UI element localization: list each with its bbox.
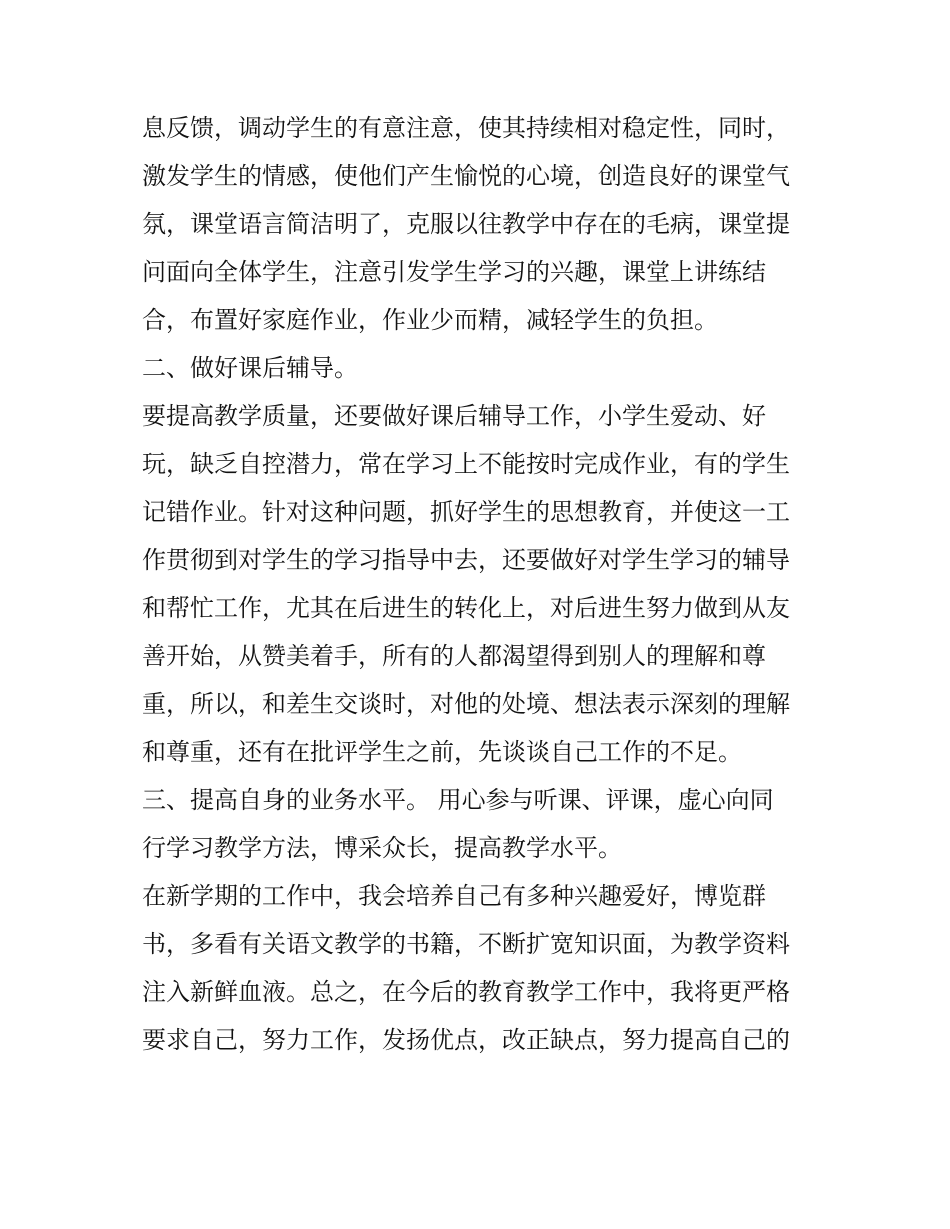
document-body	[142, 104, 822, 1064]
text-line: 激发学生的情感，使他们产生愉悦的心境，创造良好的课堂气	[142, 162, 790, 190]
text-line: 重，所以，和差生交谈时，对他的处境、想法表示深刻的理解	[142, 690, 790, 718]
text-line: 息反馈，调动学生的有意注意，使其持续相对稳定性，同时，	[142, 114, 790, 142]
text-line: 和帮忙工作，尤其在后进生的转化上，对后进生努力做到从友	[142, 594, 790, 622]
text-line: 要求自己，努力工作，发扬优点，改正缺点，努力提高自己的	[142, 1026, 790, 1054]
text-line: 作贯彻到对学生的学习指导中去，还要做好对学生学习的辅导	[142, 546, 790, 574]
text-line: 问面向全体学生，注意引发学生学习的兴趣，课堂上讲练结	[142, 258, 766, 286]
text-line: 注入新鲜血液。总之，在今后的教育教学工作中，我将更严格	[142, 978, 790, 1006]
text-line: 玩，缺乏自控潜力，常在学习上不能按时完成作业，有的学生	[142, 450, 790, 478]
text-line: 善开始，从赞美着手，所有的人都渴望得到别人的理解和尊	[142, 642, 766, 670]
section-heading: 三、提高自身的业务水平。 用心参与听课、评课，虚心向同	[142, 786, 774, 814]
text-line: 行学习教学方法，博采众长，提高教学水平。	[142, 834, 622, 862]
section-heading: 二、做好课后辅导。	[142, 354, 358, 382]
text-line: 记错作业。针对这种问题，抓好学生的思想教育，并使这一工	[142, 498, 790, 526]
text-line: 要提高教学质量，还要做好课后辅导工作，小学生爱动、好	[142, 402, 766, 430]
text-line: 在新学期的工作中，我会培养自己有多种兴趣爱好，博览群	[142, 882, 766, 910]
text-line: 书，多看有关语文教学的书籍，不断扩宽知识面，为教学资料	[142, 930, 790, 958]
text-line: 和尊重，还有在批评学生之前，先谈谈自己工作的不足。	[142, 738, 742, 766]
text-line: 合，布置好家庭作业，作业少而精，减轻学生的负担。	[142, 306, 718, 334]
text-line: 氛，课堂语言简洁明了，克服以往教学中存在的毛病，课堂提	[142, 210, 790, 238]
